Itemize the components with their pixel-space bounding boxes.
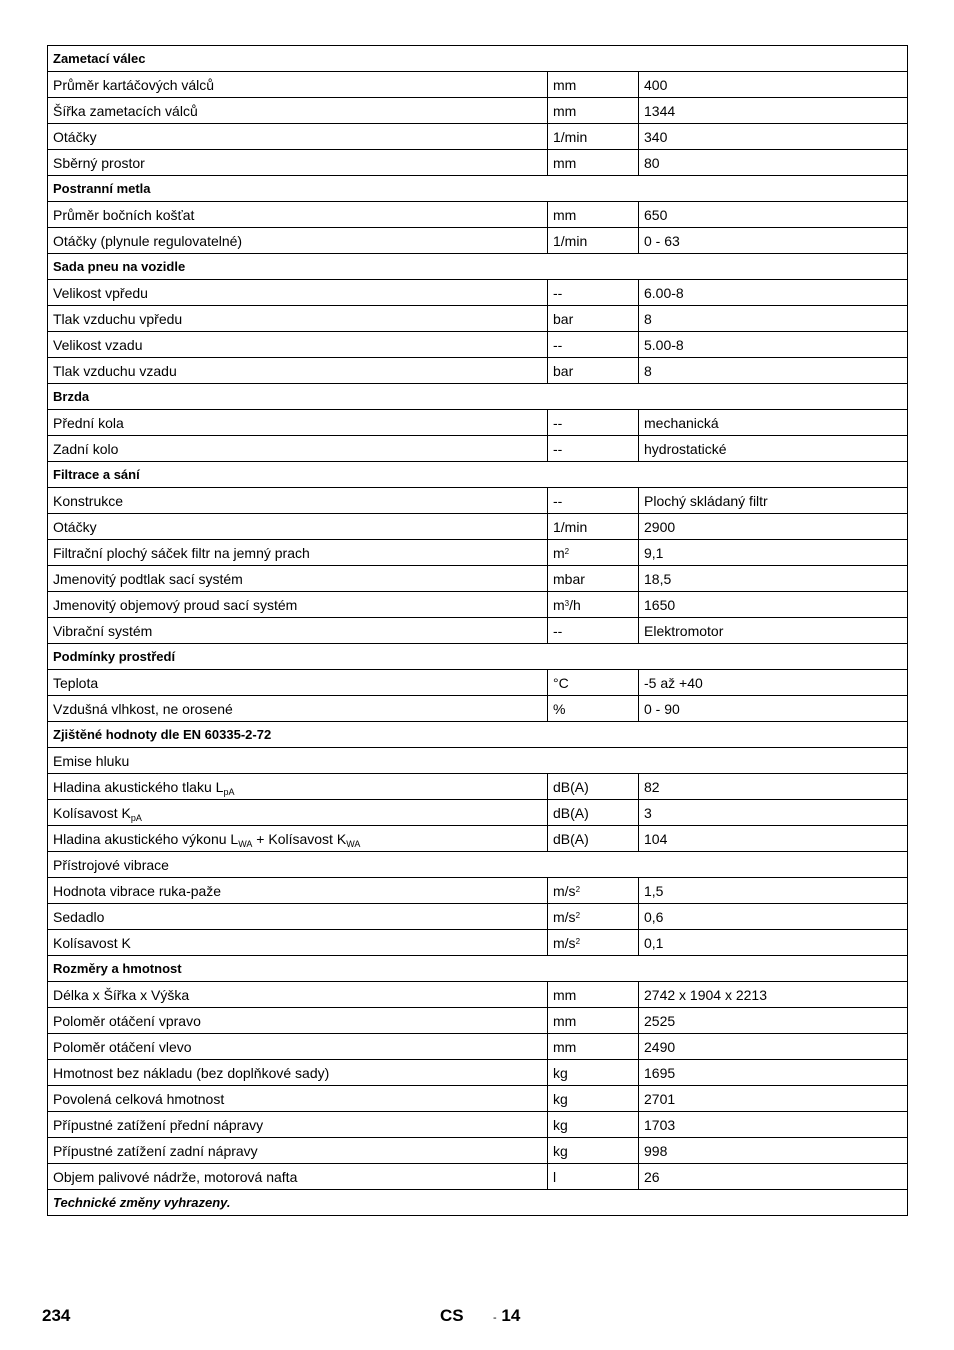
spec-row — [48, 1034, 908, 1060]
spec-value: 18,5 — [639, 566, 908, 592]
spec-value: 0 - 90 — [639, 696, 908, 722]
spec-unit: mm — [548, 1034, 639, 1060]
spec-value: 104 — [639, 826, 908, 852]
spec-label-objem-palivove-nadrze-motorova-nafta: Objem palivové nádrže, motorová nafta — [48, 1164, 548, 1190]
section-page-number: 14 — [501, 1306, 521, 1325]
spec-value: 8 — [639, 358, 908, 384]
technical-data-table — [47, 45, 908, 1216]
spec-label-teplota: Teplota — [48, 670, 548, 696]
text-part: m/s — [553, 882, 576, 899]
spec-label-tlak-vzduchu-vzadu: Tlak vzduchu vzadu — [48, 358, 548, 384]
section-title-zametaci-valec: Zametací válec — [48, 46, 908, 72]
spec-label-sberny-prostor: Sběrný prostor — [48, 150, 548, 176]
spec-unit: kg — [548, 1112, 639, 1138]
spec-unit: bar — [548, 358, 639, 384]
spec-label-hmotnost-bez-nakladu-bez-doplnkove-sady: Hmotnost bez nákladu (bez doplňkové sady) — [48, 1060, 548, 1086]
text-part: /h — [569, 596, 581, 613]
spec-row — [48, 540, 908, 566]
superscript: 3 — [564, 598, 570, 608]
page-number: 234 — [42, 1306, 71, 1325]
spec-unit — [548, 930, 639, 956]
spec-value: 2490 — [639, 1034, 908, 1060]
spec-unit: mm — [548, 98, 639, 124]
spec-row — [48, 98, 908, 124]
spec-unit: l — [548, 1164, 639, 1190]
spec-label-polomer-otaceni-vpravo: Poloměr otáčení vpravo — [48, 1008, 548, 1034]
spec-row — [48, 592, 908, 618]
section-header-row — [48, 176, 908, 202]
spec-row — [48, 878, 908, 904]
spec-unit: 1/min — [548, 514, 639, 540]
spec-value: 2742 x 1904 x 2213 — [639, 982, 908, 1008]
spec-unit: kg — [548, 1060, 639, 1086]
spec-value: hydrostatické — [639, 436, 908, 462]
section-title-sada-pneu-na-vozidle: Sada pneu na vozidle — [48, 254, 908, 280]
spec-row — [48, 618, 908, 644]
spec-label-polomer-otaceni-vlevo: Poloměr otáčení vlevo — [48, 1034, 548, 1060]
spec-value: 82 — [639, 774, 908, 800]
spec-label-filtracni-plochy-sacek-filtr-na-jemny-pr: Filtrační plochý sáček filtr na jemný prach — [48, 540, 548, 566]
section-header-row — [48, 956, 908, 982]
spec-value: 26 — [639, 1164, 908, 1190]
section-title-filtrace-a-sani: Filtrace a sání — [48, 462, 908, 488]
spec-label-sirka-zametacich-valcu: Šířka zametacích válců — [48, 98, 548, 124]
spec-label-konstrukce: Konstrukce — [48, 488, 548, 514]
spec-label-kolisavost-kpa — [48, 800, 548, 826]
subscript: WA — [346, 838, 361, 849]
spec-value: 2701 — [639, 1086, 908, 1112]
language-code: CS — [440, 1306, 464, 1325]
text-part: Hladina akustického tlaku L — [53, 778, 224, 795]
subsection-row — [48, 748, 908, 774]
spec-label-prumer-kartacovych-valcu: Průměr kartáčových válců — [48, 72, 548, 98]
superscript: 2 — [564, 546, 570, 556]
spec-row — [48, 228, 908, 254]
spec-value: 9,1 — [639, 540, 908, 566]
spec-row — [48, 280, 908, 306]
spec-label-otacky: Otáčky — [48, 514, 548, 540]
spec-label-jmenovity-podtlak-saci-system: Jmenovitý podtlak sací systém — [48, 566, 548, 592]
spec-row — [48, 982, 908, 1008]
section-page — [493, 1306, 520, 1326]
spec-value: 650 — [639, 202, 908, 228]
section-title-postranni-metla: Postranní metla — [48, 176, 908, 202]
spec-value: 1703 — [639, 1112, 908, 1138]
spec-value: 0,6 — [639, 904, 908, 930]
spec-label-pripustne-zatizeni-zadni-napravy: Přípustné zatížení zadní nápravy — [48, 1138, 548, 1164]
spec-row — [48, 124, 908, 150]
spec-row — [48, 696, 908, 722]
subscript: pA — [130, 812, 142, 823]
spec-value: 340 — [639, 124, 908, 150]
spec-value: 8 — [639, 306, 908, 332]
spec-row — [48, 436, 908, 462]
section-title-zjistene-hodnoty-dle-en-60335-2-72: Zjištěné hodnoty dle EN 60335-2-72 — [48, 722, 908, 748]
spec-unit — [548, 878, 639, 904]
subscript: pA — [223, 786, 235, 797]
spec-row — [48, 1086, 908, 1112]
spec-row — [48, 72, 908, 98]
spec-value: 5.00-8 — [639, 332, 908, 358]
spec-label-povolena-celkova-hmotnost: Povolená celková hmotnost — [48, 1086, 548, 1112]
section-header-row — [48, 384, 908, 410]
spec-label-tlak-vzduchu-vpredu: Tlak vzduchu vpředu — [48, 306, 548, 332]
spec-row — [48, 826, 908, 852]
text-part: + Kolísavost K — [252, 830, 347, 847]
spec-unit: °C — [548, 670, 639, 696]
spec-value: 6.00-8 — [639, 280, 908, 306]
spec-unit: mm — [548, 150, 639, 176]
spec-row — [48, 1164, 908, 1190]
spec-unit: kg — [548, 1138, 639, 1164]
superscript: 2 — [575, 884, 581, 894]
spec-row — [48, 306, 908, 332]
spec-label-kolisavost-k: Kolísavost K — [48, 930, 548, 956]
spec-label-prumer-bocnich-kostat: Průměr bočních košťat — [48, 202, 548, 228]
section-header-row — [48, 644, 908, 670]
spec-label-sedadlo: Sedadlo — [48, 904, 548, 930]
spec-row — [48, 800, 908, 826]
spec-row — [48, 1112, 908, 1138]
subscript: WA — [238, 838, 253, 849]
spec-value: 1695 — [639, 1060, 908, 1086]
spec-unit — [548, 540, 639, 566]
spec-row — [48, 1060, 908, 1086]
spec-value: 80 — [639, 150, 908, 176]
subsection-title-emise-hluku: Emise hluku — [48, 748, 908, 774]
spec-label-hladina-akustickeho-tlaku-lpa — [48, 774, 548, 800]
spec-value: 1,5 — [639, 878, 908, 904]
spec-row — [48, 774, 908, 800]
spec-value: Elektromotor — [639, 618, 908, 644]
subsection-row — [48, 852, 908, 878]
spec-value: mechanická — [639, 410, 908, 436]
spec-unit: dB(A) — [548, 774, 639, 800]
spec-value: 400 — [639, 72, 908, 98]
spec-value: 998 — [639, 1138, 908, 1164]
spec-unit: mm — [548, 1008, 639, 1034]
spec-value: -5 až +40 — [639, 670, 908, 696]
spec-row — [48, 514, 908, 540]
spec-value: 0,1 — [639, 930, 908, 956]
spec-label-zadni-kolo: Zadní kolo — [48, 436, 548, 462]
spec-row — [48, 410, 908, 436]
text-part: m — [553, 544, 565, 561]
spec-row — [48, 904, 908, 930]
note-technicke-zmeny-vyhrazeny: Technické změny vyhrazeny. — [48, 1190, 908, 1216]
spec-unit: -- — [548, 332, 639, 358]
spec-row — [48, 566, 908, 592]
spec-label-velikost-vpredu: Velikost vpředu — [48, 280, 548, 306]
spec-row — [48, 358, 908, 384]
text-part: Hladina akustického výkonu L — [53, 830, 239, 847]
spec-row — [48, 488, 908, 514]
spec-row — [48, 332, 908, 358]
spec-unit: 1/min — [548, 228, 639, 254]
spec-unit: dB(A) — [548, 800, 639, 826]
spec-unit: mm — [548, 982, 639, 1008]
spec-unit: 1/min — [548, 124, 639, 150]
spec-unit: -- — [548, 410, 639, 436]
spec-label-velikost-vzadu: Velikost vzadu — [48, 332, 548, 358]
section-header-row — [48, 254, 908, 280]
spec-value: 2900 — [639, 514, 908, 540]
spec-unit: -- — [548, 280, 639, 306]
spec-unit: -- — [548, 618, 639, 644]
spec-label-otacky: Otáčky — [48, 124, 548, 150]
section-title-brzda: Brzda — [48, 384, 908, 410]
spec-unit — [548, 904, 639, 930]
spec-value: 1344 — [639, 98, 908, 124]
section-header-row — [48, 462, 908, 488]
section-title-podminky-prostredi: Podmínky prostředí — [48, 644, 908, 670]
spec-unit: % — [548, 696, 639, 722]
spec-row — [48, 1138, 908, 1164]
text-part: Kolísavost K — [53, 804, 131, 821]
spec-value: 1650 — [639, 592, 908, 618]
spec-row — [48, 202, 908, 228]
spec-value: 3 — [639, 800, 908, 826]
spec-label-vibracni-system: Vibrační systém — [48, 618, 548, 644]
spec-unit: -- — [548, 488, 639, 514]
spec-row — [48, 1008, 908, 1034]
spec-unit: mm — [548, 202, 639, 228]
spec-label-jmenovity-objemovy-proud-saci-system: Jmenovitý objemový proud sací systém — [48, 592, 548, 618]
text-part: m/s — [553, 908, 576, 925]
spec-unit: dB(A) — [548, 826, 639, 852]
spec-label-otacky-plynule-regulovatelne: Otáčky (plynule regulovatelné) — [48, 228, 548, 254]
spec-unit: mm — [548, 72, 639, 98]
section-dash: - — [493, 1312, 497, 1324]
superscript: 2 — [575, 910, 581, 920]
spec-label-pripustne-zatizeni-predni-napravy: Přípustné zatížení přední nápravy — [48, 1112, 548, 1138]
spec-value: 0 - 63 — [639, 228, 908, 254]
spec-unit: -- — [548, 436, 639, 462]
spec-label-hodnota-vibrace-ruka-paze: Hodnota vibrace ruka-paže — [48, 878, 548, 904]
section-title-rozmery-a-hmotnost: Rozměry a hmotnost — [48, 956, 908, 982]
spec-label-hladina-akustickeho-vykonu-lwa-kolisavos — [48, 826, 548, 852]
spec-row — [48, 150, 908, 176]
spec-unit — [548, 592, 639, 618]
section-header-row — [48, 46, 908, 72]
spec-label-predni-kola: Přední kola — [48, 410, 548, 436]
text-part: m/s — [553, 934, 576, 951]
spec-label-vzdusna-vlhkost-ne-orosene: Vzdušná vlhkost, ne orosené — [48, 696, 548, 722]
spec-unit: mbar — [548, 566, 639, 592]
spec-row — [48, 670, 908, 696]
text-part: m — [553, 596, 565, 613]
spec-row — [48, 930, 908, 956]
note-row — [48, 1190, 908, 1216]
section-header-row — [48, 722, 908, 748]
spec-unit: kg — [548, 1086, 639, 1112]
spec-value: Plochý skládaný filtr — [639, 488, 908, 514]
subsection-title-pristrojove-vibrace: Přístrojové vibrace — [48, 852, 908, 878]
spec-value: 2525 — [639, 1008, 908, 1034]
spec-unit: bar — [548, 306, 639, 332]
spec-label-delka-x-sirka-x-vyska: Délka x Šířka x Výška — [48, 982, 548, 1008]
superscript: 2 — [575, 936, 581, 946]
